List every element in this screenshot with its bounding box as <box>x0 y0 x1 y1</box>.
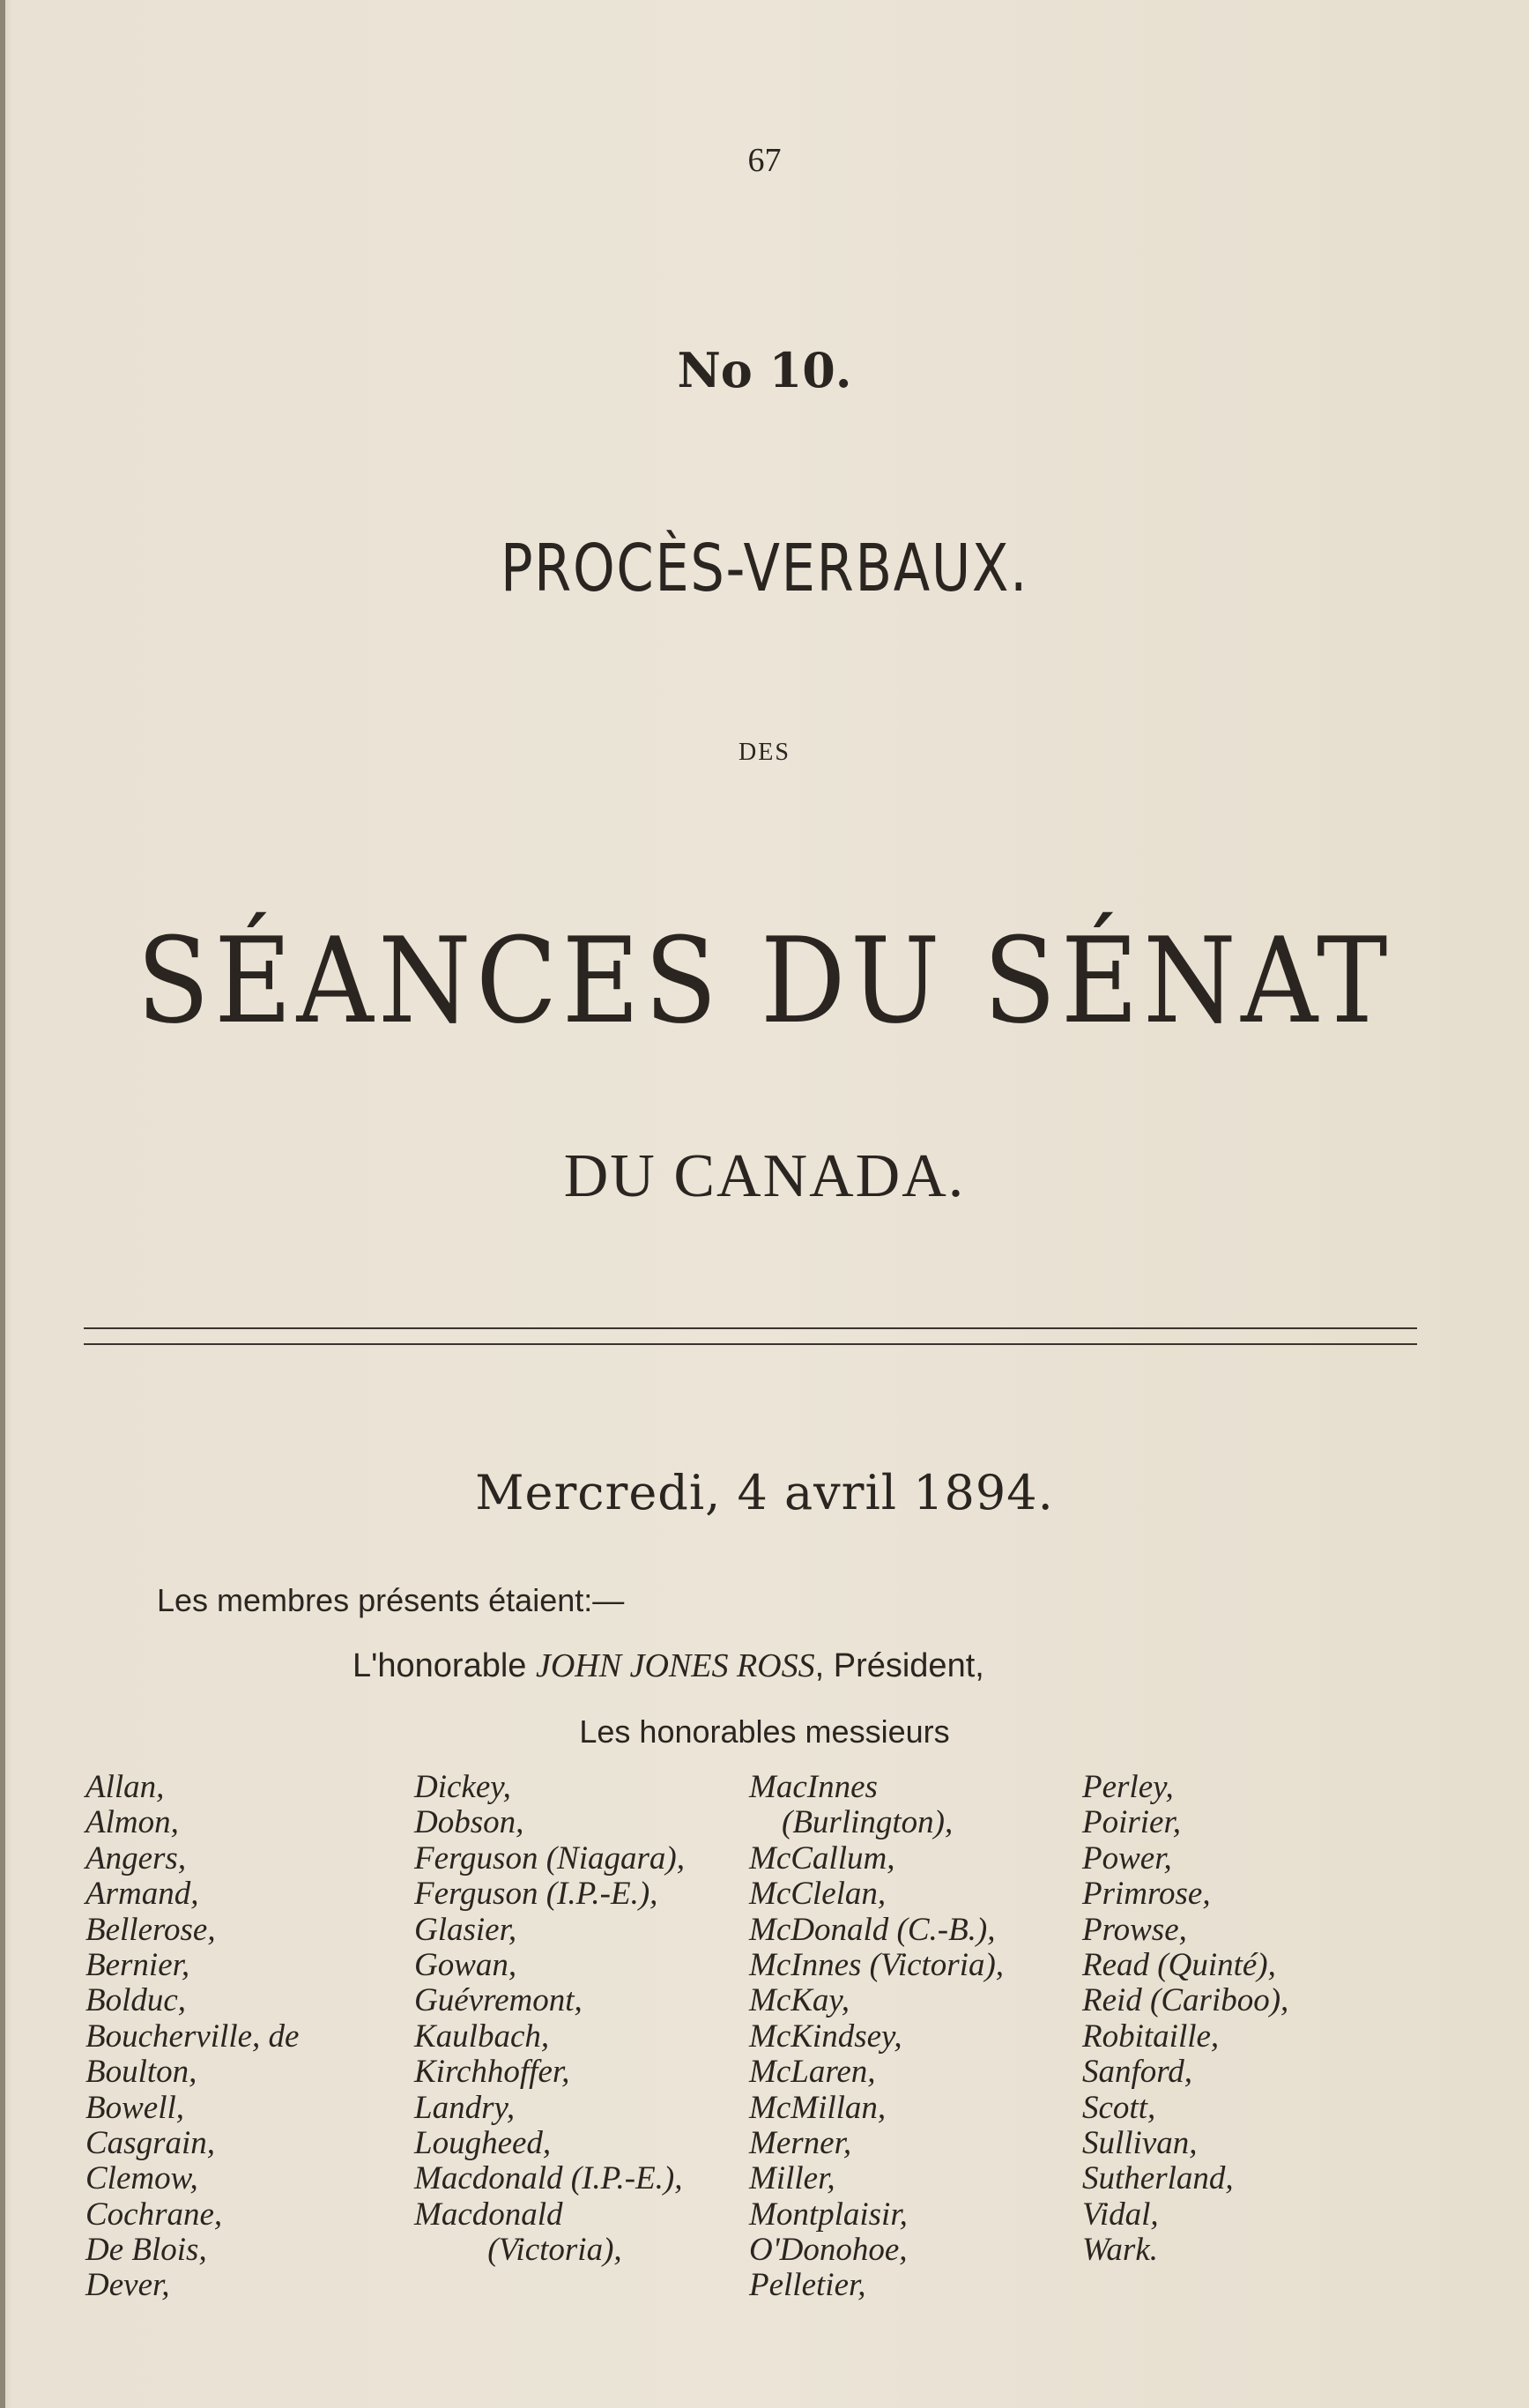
senator-name: Clemow, <box>85 2160 198 2197</box>
senator-name: Dobson, <box>414 1804 524 1841</box>
senator-column-2 <box>414 1770 685 2268</box>
senator-name: MacInnes <box>749 1769 878 1805</box>
senator-name: O'Donohoe, <box>749 2232 908 2269</box>
senator-name: Perley, <box>1082 1769 1174 1805</box>
senator-name: Bellerose, <box>85 1911 216 1948</box>
senator-name: Macdonald (I.P.-E.), <box>414 2160 683 2197</box>
senator-name: Kaulbach, <box>414 2018 550 2055</box>
senator-name: Glasier, <box>414 1911 517 1948</box>
section-title: PROCÈS-VERBAUX. <box>500 531 1029 606</box>
senator-name: McLaren, <box>749 2054 876 2091</box>
page-number: 67 <box>747 142 782 179</box>
subtitle: DU CANADA. <box>563 1142 966 1210</box>
senator-name: Dickey, <box>414 1769 511 1805</box>
senator-name: De Blois, <box>85 2232 207 2269</box>
senator-name: Sanford, <box>1082 2054 1193 2091</box>
president-name: JOHN JONES ROSS <box>535 1647 815 1684</box>
senator-name: Read (Quinté), <box>1082 1946 1276 1983</box>
president-suffix: , Président, <box>814 1647 984 1684</box>
senator-name: McInnes (Victoria), <box>749 1946 1005 1983</box>
senator-name: Dever, <box>85 2267 170 2304</box>
senator-column-3 <box>749 1770 1004 2304</box>
senator-name: McCallum, <box>749 1839 895 1877</box>
senator-name: Armand, <box>85 1876 199 1913</box>
senator-name: Bowell, <box>85 2089 185 2126</box>
senator-name: Miller, <box>749 2160 835 2197</box>
senator-name: Bernier, <box>85 1946 190 1983</box>
senator-name: Gowan, <box>414 1946 517 1983</box>
senator-name: Casgrain, <box>85 2124 216 2161</box>
senator-name: Cochrane, <box>85 2196 223 2233</box>
divider-rule-bottom <box>84 1343 1417 1345</box>
senator-name: Kirchhoffer, <box>414 2054 570 2091</box>
senator-name: Angers, <box>85 1839 187 1877</box>
senator-name: Lougheed, <box>414 2124 552 2161</box>
senator-name: Boucherville, de <box>85 2018 300 2055</box>
senator-name: Macdonald <box>414 2196 563 2233</box>
senator-name: Vidal, <box>1082 2196 1159 2233</box>
senator-name: Robitaille, <box>1082 2018 1220 2055</box>
president-prefix: L'honorable <box>353 1647 536 1684</box>
senator-name: (Victoria), <box>414 2232 622 2269</box>
members-intro: Les membres présents étaient:— <box>157 1582 625 1618</box>
senator-name: McDonald (C.-B.), <box>749 1911 996 1948</box>
senator-name: Boulton, <box>85 2054 197 2091</box>
senator-name: Sullivan, <box>1082 2124 1198 2161</box>
divider-rule-top <box>84 1327 1417 1329</box>
senator-name: McMillan, <box>749 2089 887 2126</box>
senator-name: Landry, <box>414 2089 516 2126</box>
senator-name: Scott, <box>1082 2089 1156 2126</box>
senator-name: Reid (Cariboo), <box>1082 1982 1289 2019</box>
senator-name: Primrose, <box>1082 1876 1211 1913</box>
senator-name: Allan, <box>85 1769 165 1805</box>
senator-name: Bolduc, <box>85 1982 187 2019</box>
senator-name: Guévremont, <box>414 1982 583 2019</box>
date-heading: Mercredi, 4 avril 1894. <box>475 1465 1054 1520</box>
senator-name: Ferguson (I.P.-E.), <box>414 1876 658 1913</box>
senator-name: McKindsey, <box>749 2018 902 2055</box>
senator-name: Power, <box>1082 1839 1172 1877</box>
senator-name: Pelletier, <box>749 2267 866 2304</box>
senator-column-4 <box>1082 1770 1288 2268</box>
senator-name: (Burlington), <box>749 1804 954 1841</box>
document-number: No 10. <box>677 342 852 398</box>
president-line <box>353 1646 984 1685</box>
des-label: DES <box>739 739 790 766</box>
senator-name: McClelan, <box>749 1876 887 1913</box>
senator-name: Sutherland, <box>1082 2160 1234 2197</box>
senator-name: Prowse, <box>1082 1911 1187 1948</box>
senator-name: Almon, <box>85 1804 179 1841</box>
senator-name: Wark. <box>1082 2232 1158 2269</box>
main-title: SÉANCES DU SÉNAT <box>137 912 1392 1050</box>
senator-name: Ferguson (Niagara), <box>414 1839 685 1877</box>
senator-column-1 <box>85 1770 299 2304</box>
honorables-heading: Les honorables messieurs <box>579 1713 950 1750</box>
senator-name: Merner, <box>749 2124 852 2161</box>
senator-name: McKay, <box>749 1982 850 2019</box>
senator-name: Poirier, <box>1082 1804 1182 1841</box>
senator-name: Montplaisir, <box>749 2196 908 2233</box>
